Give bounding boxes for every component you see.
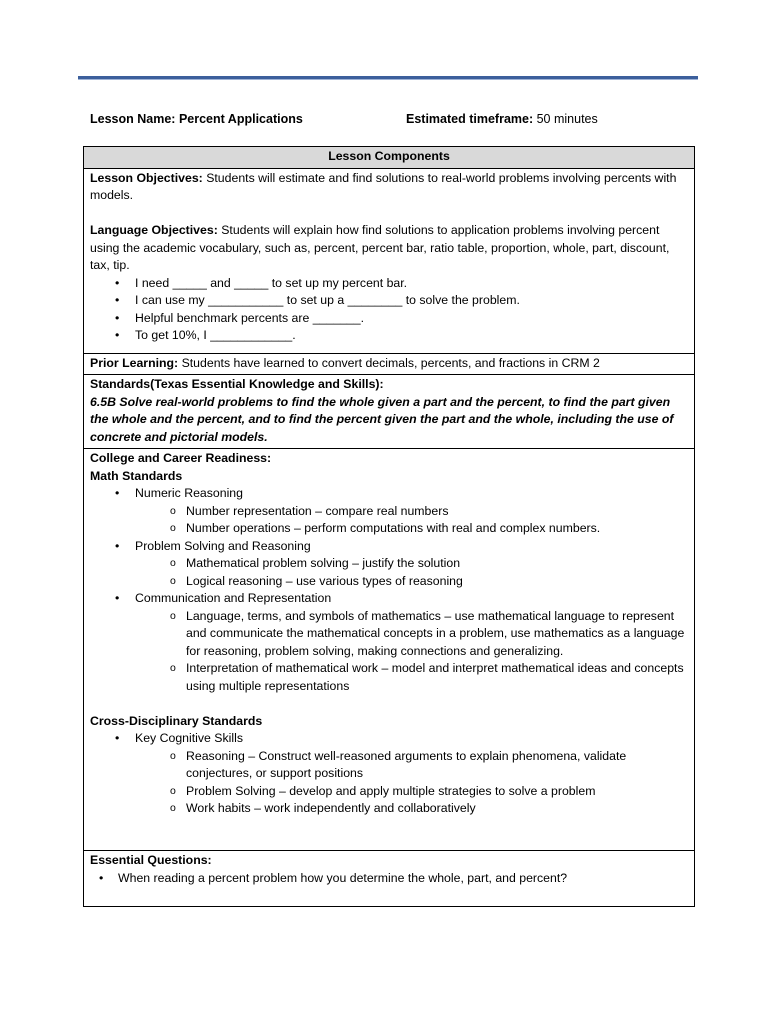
lesson-name-label: Lesson Name: [90,112,176,126]
standard-subitem: o Mathematical problem solving – justify the solution [90,555,688,573]
lesson-components-table [83,146,695,907]
ccr-label: College and Career Readiness: [90,451,272,465]
standard-subitem: o Number operations – perform computations with real and complex numbers. [90,520,688,538]
objectives-cell [84,168,695,353]
header-rule-shadow [78,79,698,80]
lesson-objectives-label: Lesson Objectives: [90,170,203,185]
language-objectives [90,222,688,275]
essential-questions-cell [84,851,695,907]
standard-subitem: o Language, terms, and symbols of mathematics – use mathematical language to represent and communicate the mathematical concepts in a problem, use mathematics as a language for reasoning, problem solving, making connections and generalizing. [90,608,688,661]
standard-item: • Problem Solving and Reasoning [90,538,688,556]
lesson-objectives [90,170,688,205]
estimated-timeframe [406,112,598,126]
standards-text: 6.5B Solve real-world problems to find the whole given a part and the percent, to find the part given the whole and the percent, and to find the percent given the part and the whole, including the use of concrete and pictorial models. [90,394,674,444]
lesson-objectives-text: Students will estimate and find solutions to real-world problems involving percents with models. [90,170,677,202]
cross-disciplinary-label: Cross-Disciplinary Standards [90,713,263,728]
standards-cell [84,375,695,449]
prior-learning-text: Students have learned to convert decimals, percents, and fractions in CRM 2 [181,355,600,370]
sentence-stem: • To get 10%, I ____________. [90,327,688,345]
lesson-name-value: Percent Applications [178,112,303,126]
standard-subitem: o Problem Solving – develop and apply multiple strategies to solve a problem [90,783,688,801]
essential-questions-label: Essential Questions: [90,853,212,867]
prior-learning-cell [84,353,695,375]
sentence-stem: • I need _____ and _____ to set up my percent bar. [90,275,688,293]
sentence-stem: • I can use my ___________ to set up a ________ to solve the problem. [90,292,688,310]
prior-learning-label: Prior Learning: [90,355,179,370]
timeframe-label: Estimated timeframe: [406,112,534,126]
lesson-name [90,112,303,126]
timeframe-value: 50 minutes [536,112,598,126]
standard-subitem: o Number representation – compare real numbers [90,503,688,521]
standard-item: • Communication and Representation [90,590,688,608]
standard-subitem: o Work habits – work independently and collaboratively [90,800,688,818]
lesson-header [90,112,690,130]
table-title: Lesson Components [84,147,695,169]
college-career-cell [84,449,695,851]
math-standards-label: Math Standards [90,468,183,483]
standard-subitem: o Logical reasoning – use various types of reasoning [90,573,688,591]
language-objectives-label: Language Objectives: [90,223,218,237]
standard-subitem: o Reasoning – Construct well-reasoned arguments to explain phenomena, validate conjectures, or support positions [90,748,688,783]
standard-item: • Numeric Reasoning [90,485,688,503]
essential-question: • When reading a percent problem how you determine the whole, part, and percent? [90,870,688,888]
language-objectives-text: Students will explain how find solutions to application problems involving percent using the academic vocabulary, such as, percent, percent bar, ratio table, proportion, whole, part, discount, tax, tip. [90,223,670,272]
sentence-stem: • Helpful benchmark percents are _______. [90,310,688,328]
standards-label: Standards(Texas Essential Knowledge and Skills): [90,377,384,391]
standard-subitem: o Interpretation of mathematical work – model and interpret mathematical ideas and concepts using multiple representations [90,660,688,695]
standard-item: • Key Cognitive Skills [90,730,688,748]
